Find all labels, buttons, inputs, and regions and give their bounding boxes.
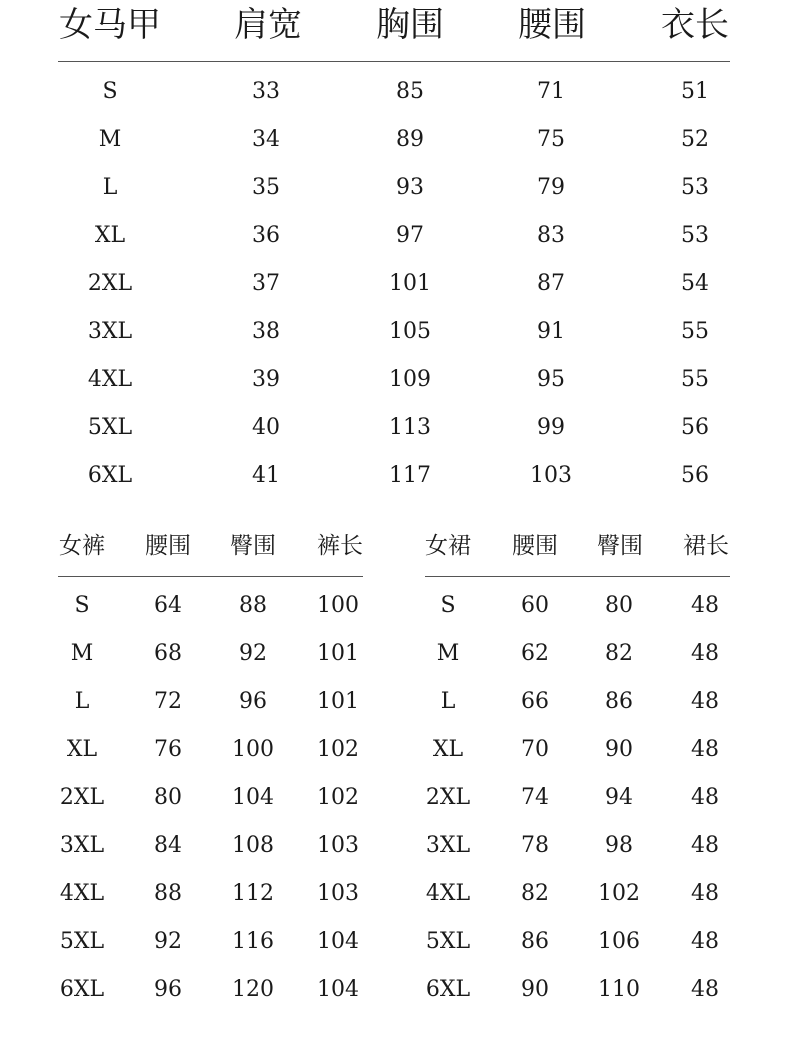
measurement-cell: 53 [681,175,709,200]
measurement-cell: 66 [521,689,549,714]
vest-header-3: 腰围 [518,5,586,45]
vest-size-table [0,0,790,500]
size-label: M [70,641,94,666]
measurement-cell: 55 [681,319,709,344]
measurement-cell: 90 [521,977,549,1002]
measurement-cell: 35 [252,175,280,200]
measurement-cell: 71 [537,79,565,104]
skirt-header-row [0,521,790,571]
measurement-cell: 78 [521,833,549,858]
measurement-cell: 99 [537,415,565,440]
measurement-cell: 95 [537,367,565,392]
measurement-cell: 103 [317,881,359,906]
size-label: 6XL [425,977,471,1002]
measurement-cell: 34 [252,127,280,152]
size-label: 2XL [425,785,471,810]
measurement-cell: 64 [154,593,182,618]
measurement-cell: 92 [239,641,267,666]
skirt-size-table [0,521,790,1021]
table-row [0,966,790,1014]
skirt-header-3: 裙长 [683,533,729,559]
measurement-cell: 110 [598,977,640,1002]
measurement-cell: 41 [252,463,280,488]
table-row [0,164,790,212]
measurement-cell: 48 [691,593,719,618]
measurement-cell: 37 [252,271,280,296]
measurement-cell: 83 [537,223,565,248]
size-label: XL [66,737,98,762]
measurement-cell: 96 [239,689,267,714]
measurement-cell: 116 [232,929,274,954]
measurement-cell: 88 [154,881,182,906]
table-row [0,678,790,726]
measurement-cell: 48 [691,689,719,714]
measurement-cell: 48 [691,833,719,858]
measurement-cell: 101 [317,689,359,714]
vest-header-divider [58,61,730,62]
size-label: 6XL [87,463,133,488]
measurement-cell: 101 [317,641,359,666]
measurement-cell: 56 [681,415,709,440]
measurement-cell: 90 [605,737,633,762]
measurement-cell: 87 [537,271,565,296]
measurement-cell: 72 [154,689,182,714]
measurement-cell: 96 [154,977,182,1002]
measurement-cell: 117 [389,463,431,488]
size-label: 4XL [59,881,105,906]
size-label: XL [432,737,464,762]
skirt-header-1: 腰围 [512,533,558,559]
size-label: 2XL [87,271,133,296]
measurement-cell: 102 [317,737,359,762]
size-label: S [440,593,456,618]
size-label: M [436,641,460,666]
measurement-cell: 91 [537,319,565,344]
table-row [0,68,790,116]
size-label: 3XL [87,319,133,344]
table-row [0,308,790,356]
size-label: 3XL [59,833,105,858]
size-label: M [98,127,122,152]
measurement-cell: 76 [154,737,182,762]
measurement-cell: 100 [232,737,274,762]
table-row [0,822,790,870]
table-row [0,404,790,452]
table-row [0,452,790,500]
table-row [0,260,790,308]
measurement-cell: 112 [232,881,274,906]
measurement-cell: 51 [681,79,709,104]
vest-header-1: 肩宽 [234,5,302,45]
size-label: 5XL [425,929,471,954]
measurement-cell: 103 [317,833,359,858]
measurement-cell: 102 [598,881,640,906]
measurement-cell: 36 [252,223,280,248]
measurement-cell: 74 [521,785,549,810]
measurement-cell: 93 [396,175,424,200]
measurement-cell: 75 [537,127,565,152]
table-row [0,726,790,774]
measurement-cell: 48 [691,785,719,810]
measurement-cell: 86 [521,929,549,954]
table-row [0,582,790,630]
size-label: 5XL [87,415,133,440]
measurement-cell: 80 [605,593,633,618]
vest-header-2: 胸围 [376,5,444,45]
vest-header-4: 衣长 [661,5,729,45]
size-label: 4XL [87,367,133,392]
measurement-cell: 106 [598,929,640,954]
size-label: 2XL [59,785,105,810]
pants-header-3: 裤长 [317,533,363,559]
measurement-cell: 39 [252,367,280,392]
size-label: 4XL [425,881,471,906]
size-label: 5XL [59,929,105,954]
pants-header-1: 腰围 [145,533,191,559]
table-row [0,212,790,260]
size-label: L [102,175,118,200]
table-row [0,356,790,404]
pants-header-2: 臀围 [230,533,276,559]
table-row [0,116,790,164]
table-row [0,870,790,918]
measurement-cell: 68 [154,641,182,666]
size-label: L [74,689,90,714]
size-label: XL [94,223,126,248]
measurement-cell: 105 [389,319,431,344]
measurement-cell: 113 [389,415,431,440]
measurement-cell: 84 [154,833,182,858]
measurement-cell: 48 [691,929,719,954]
measurement-cell: 86 [605,689,633,714]
measurement-cell: 94 [605,785,633,810]
size-label: L [440,689,456,714]
measurement-cell: 54 [681,271,709,296]
size-label: S [74,593,90,618]
measurement-cell: 48 [691,881,719,906]
measurement-cell: 80 [154,785,182,810]
skirt-header-0: 女裙 [425,533,471,559]
table-row [0,918,790,966]
measurement-cell: 92 [154,929,182,954]
skirt-header-divider [425,576,730,577]
measurement-cell: 56 [681,463,709,488]
table-row [0,774,790,822]
measurement-cell: 52 [681,127,709,152]
measurement-cell: 33 [252,79,280,104]
measurement-cell: 109 [389,367,431,392]
measurement-cell: 82 [521,881,549,906]
measurement-cell: 98 [605,833,633,858]
measurement-cell: 97 [396,223,424,248]
measurement-cell: 48 [691,977,719,1002]
measurement-cell: 55 [681,367,709,392]
size-label: 3XL [425,833,471,858]
measurement-cell: 70 [521,737,549,762]
measurement-cell: 62 [521,641,549,666]
measurement-cell: 85 [396,79,424,104]
size-label: 6XL [59,977,105,1002]
measurement-cell: 108 [232,833,274,858]
measurement-cell: 82 [605,641,633,666]
measurement-cell: 40 [252,415,280,440]
pants-header-0: 女裤 [59,533,105,559]
measurement-cell: 103 [530,463,572,488]
vest-header-row [0,0,790,50]
measurement-cell: 38 [252,319,280,344]
measurement-cell: 120 [232,977,274,1002]
table-row [0,630,790,678]
measurement-cell: 53 [681,223,709,248]
measurement-cell: 48 [691,737,719,762]
measurement-cell: 104 [317,977,359,1002]
measurement-cell: 104 [317,929,359,954]
skirt-header-2: 臀围 [597,533,643,559]
size-label: S [102,79,118,104]
measurement-cell: 88 [239,593,267,618]
measurement-cell: 102 [317,785,359,810]
measurement-cell: 100 [317,593,359,618]
measurement-cell: 79 [537,175,565,200]
measurement-cell: 101 [389,271,431,296]
measurement-cell: 89 [396,127,424,152]
vest-header-0: 女马甲 [59,5,161,45]
measurement-cell: 104 [232,785,274,810]
measurement-cell: 48 [691,641,719,666]
measurement-cell: 60 [521,593,549,618]
